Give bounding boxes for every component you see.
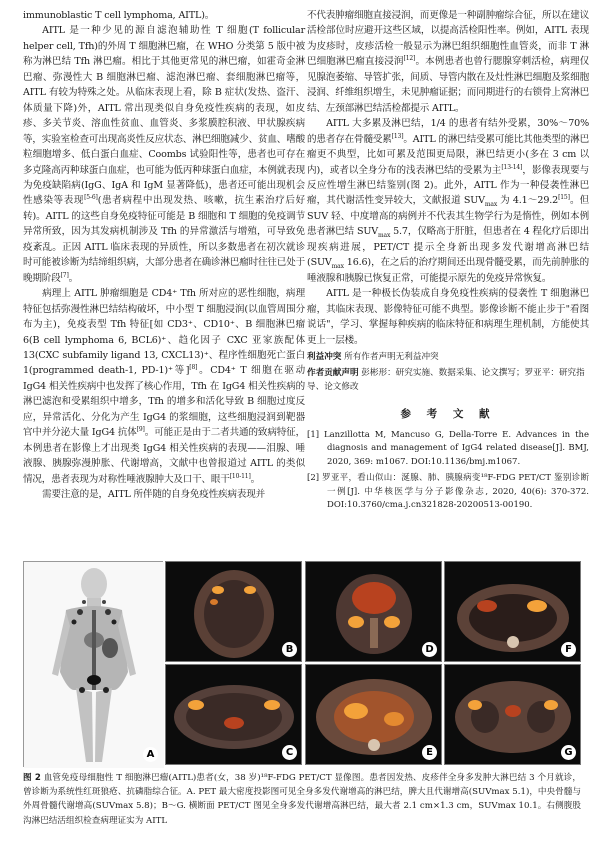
panel-label: C [282, 745, 297, 760]
panel-label: E [422, 745, 437, 760]
paragraph-intro-tail: immunoblastic T cell lymphoma, AITL)。 [23, 10, 215, 21]
conflict-of-interest: 利益冲突 所有作者声明无利益冲突 [307, 351, 439, 362]
panel-e [305, 664, 442, 765]
paragraph-aitl-pathology: 病理上 AITL 肿瘤细胞是 CD4⁺ Tfh 所对应的恶性细胞，病理特征包括弥漫性淋巴结结构破坏，中小型 T 细胞浸润(以血管周围分布为主)，免疫表型 Tfh 特征[如 CD3⁺、CD10⁺、B 细胞淋巴瘤 6(B cell lymphoma 6, BCL6)⁺、趋化因子 CXC 亚家族配体 13(CXC subfamily ligand 13, CXCL13)⁺、程序性细胞死亡蛋白 1(programmed death-1, PD-1)⁺等][8]。CD4⁺ T 细胞在驱动 IgG4 相关性疾病中也发挥了核心作用，Tfh 在 IgG4 相关性疾病的淋巴滤泡和受累组织中增多，Tfh 的增多和活化导致 B 细胞过度反应，异常活化、分化为产生 IgG4 的浆细胞，这些细胞浸润到靶器官中并分泌大量 IgG4 抗体[9]。可能正是由于二者共通的致病特征，本例患者在影像上才出现类 IgG4 相关性疾病的表现——泪腺、唾液腺、胰腺弥漫肿胀、代谢增高，文献中也曾报道过 AITL 的类似情况，患者表现为对称性唾液腺肿大及口干、眼干[10-11]。 [23, 288, 306, 485]
panel-f [444, 561, 581, 662]
reference-item: [2] 罗亚平，看山似山：涎腺、肺、胰腺病变¹⁸F-FDG PET/CT 鉴别诊断一例[J]. 中华核医学与分子影像杂志, 2020, 40(6): 370-372. DOI:10.3760/cma.j.cn321828-20200513-00190. [307, 473, 589, 511]
pet-ct-figure [23, 561, 581, 767]
panel-c [165, 664, 302, 765]
author-contributions: 作者贡献声明 彭彬形：研究实施、数据采集、论文撰写；罗亚平：研究指导、论文修改 [307, 367, 585, 392]
figure-caption: 图 2 血管免疫母细胞性 T 细胞淋巴瘤(AITL)患者(女，38 岁)¹⁸F-FDG PET/CT 显像图。患者因发热、皮疹伴全身多发肿大淋巴结 3 个月就诊，曾诊断为系统性红斑狼疮、抗磷脂综合征。A. PET 最大密度投影图可见全身多发代谢增高的淋巴结，脾大且代谢增高(SUVmax 5.1)，中央骨髓与外周骨髓代谢增高(SUVmax 5.8)；B～G. 横断面 PET/CT 图见全身多发代谢增高淋巴结，最大者 2.1 cm×1.3 cm，SUVmax 10.1。右侧腹股沟淋巴结活组织检查病理证实为 AITL [23, 773, 581, 826]
panel-g [444, 664, 581, 765]
paragraph-note: 需要注意的是，AITL 所伴随的自身免疫性疾病表现并 [42, 489, 266, 501]
panel-a-mip [23, 561, 163, 767]
references-heading: 参 考 文 献 [400, 407, 496, 420]
panel-d [305, 561, 442, 662]
right-column [307, 8, 589, 516]
panel-label: D [422, 642, 437, 657]
panel-label: A [143, 747, 158, 762]
mip-image [24, 562, 164, 768]
paragraph-conclusion: AITL 是一种极长伪装成自身免疫性疾病的侵袭性 T 细胞淋巴瘤，其临床表现、影像特征可能不典型。影像诊断不能止步于"看图说话"，学习、掌握每种疾病的临床特征和病理生理机制，方能使其更上一层楼。 [307, 288, 589, 346]
reference-item: [1] Lanzillotta M, Mancuso G, Della-Torre E. Advances in the diagnosis and management of IgG4 related disease[J]. BMJ, 2020, 369: m1067. DOI:10.1136/bmj.m1067. [307, 429, 589, 467]
panel-label: B [282, 642, 297, 657]
paragraph-biopsy: 不代表肿瘤细胞直接浸润，而更像是一种副肿瘤综合征，所以在建议活检部位时应避开这些区域，以提高活检阳性率。例如，AITL 表现为皮疹时，皮疹活检一般显示为淋巴组织细胞性血管炎，而非 T 淋巴细胞淋巴瘤直接浸润[12]。本例患者也曾行腮腺穿刺活检，病理仅见腺泡萎缩、导管扩张，间质、导管内散在及灶性淋巴细胞及浆细胞浸润、纤维组织增生，未见肿瘤证据；而同期进行的右锁骨上窝淋巴结、左颈部淋巴结活检都提示 AITL。 [307, 10, 589, 114]
panel-b [165, 561, 302, 662]
paragraph-aitl-clinical: AITL 是一种少见的源自滤泡辅助性 T 细胞(T follicular helper cell, Tfh)的外周 T 细胞淋巴瘤，在 WHO 分类第 5 版中被称为淋巴结 Tfh 淋巴瘤。相比于其他更常见的淋巴瘤，如霍奇金淋巴瘤、弥漫性大 B 细胞淋巴瘤、滤泡淋巴瘤、套细胞淋巴瘤等，AITL 有较为特殊之处。从临床表现上看，除 B 症状(发热、盗汗、体质量下降)外，AITL 常出现类似自身免疫性疾病的表现，如皮疹、多关节炎、溶血性贫血、血管炎、多浆膜腔积液、甲状腺疾病等，实验室检查可出现高炎性反应状态、淋巴细胞减少、贫血、嗜酸粒细胞增多、低白蛋白血症、Coombs 试验阳性等，患者也可存在多克隆高丙种球蛋白血症，也可能为低丙种球蛋白血症，本例就表现为免疫缺陷病(IgG、IgA 和 IgM 显著降低)，患者还可能出现机会性感染等表现[5-6](患者病程中出现发热、咳嗽，抗生素治疗后好转)。AITL 的这些自身免疫特征可能是 B 细胞和 T 细胞的免疫调节异常所致，因为其发病机制涉及 Tfh 的异常激活与增殖，可导致免疫紊乱。正因 AITL 临床表现的异质性，所以多数患者在初次就诊时可能被诊断为结缔组织病，大部分患者在确诊淋巴瘤时往往已处于晚期阶段[7]。 [23, 25, 305, 284]
left-column [23, 8, 305, 503]
panel-label: G [561, 745, 576, 760]
panel-label: F [561, 642, 576, 657]
paragraph-involvement: AITL 大多累及淋巴结，1/4 的患者有结外受累，30%～70%的患者存在骨髓受累[13]。AITL 的淋巴结受累可能比其他类型的淋巴瘤更不典型，比如可累及范围更局限，淋巴结更小(多在 3 cm 以内)，或者以全身分布的浅表淋巴结的受累为主[13-14]，影像表现要与反应性增生淋巴结鉴别(图 2)。此外，AITL 作为一种侵袭性淋巴瘤，其代谢活性变异较大，文献报道 $SUV_{max}$ 为 4.1～29.2[15]。但 SUV 轻、中度增高的病例并不代表其生物学行为是惰性，例如本例患者淋巴结 $SUV_{max}$ 5.7，仅略高于肝脏，但患者在 4 程化疗后即出现疾病进展，PET/CT 提示全身新出现多发代谢增高淋巴结($SUV_{max}$ 16.6)，在之后的治疗期间还出现骨髓受累，而先前肿胀的唾液腺和胰腺已恢复正常，可能提示原先的免疫异常恢复。 [307, 118, 590, 284]
